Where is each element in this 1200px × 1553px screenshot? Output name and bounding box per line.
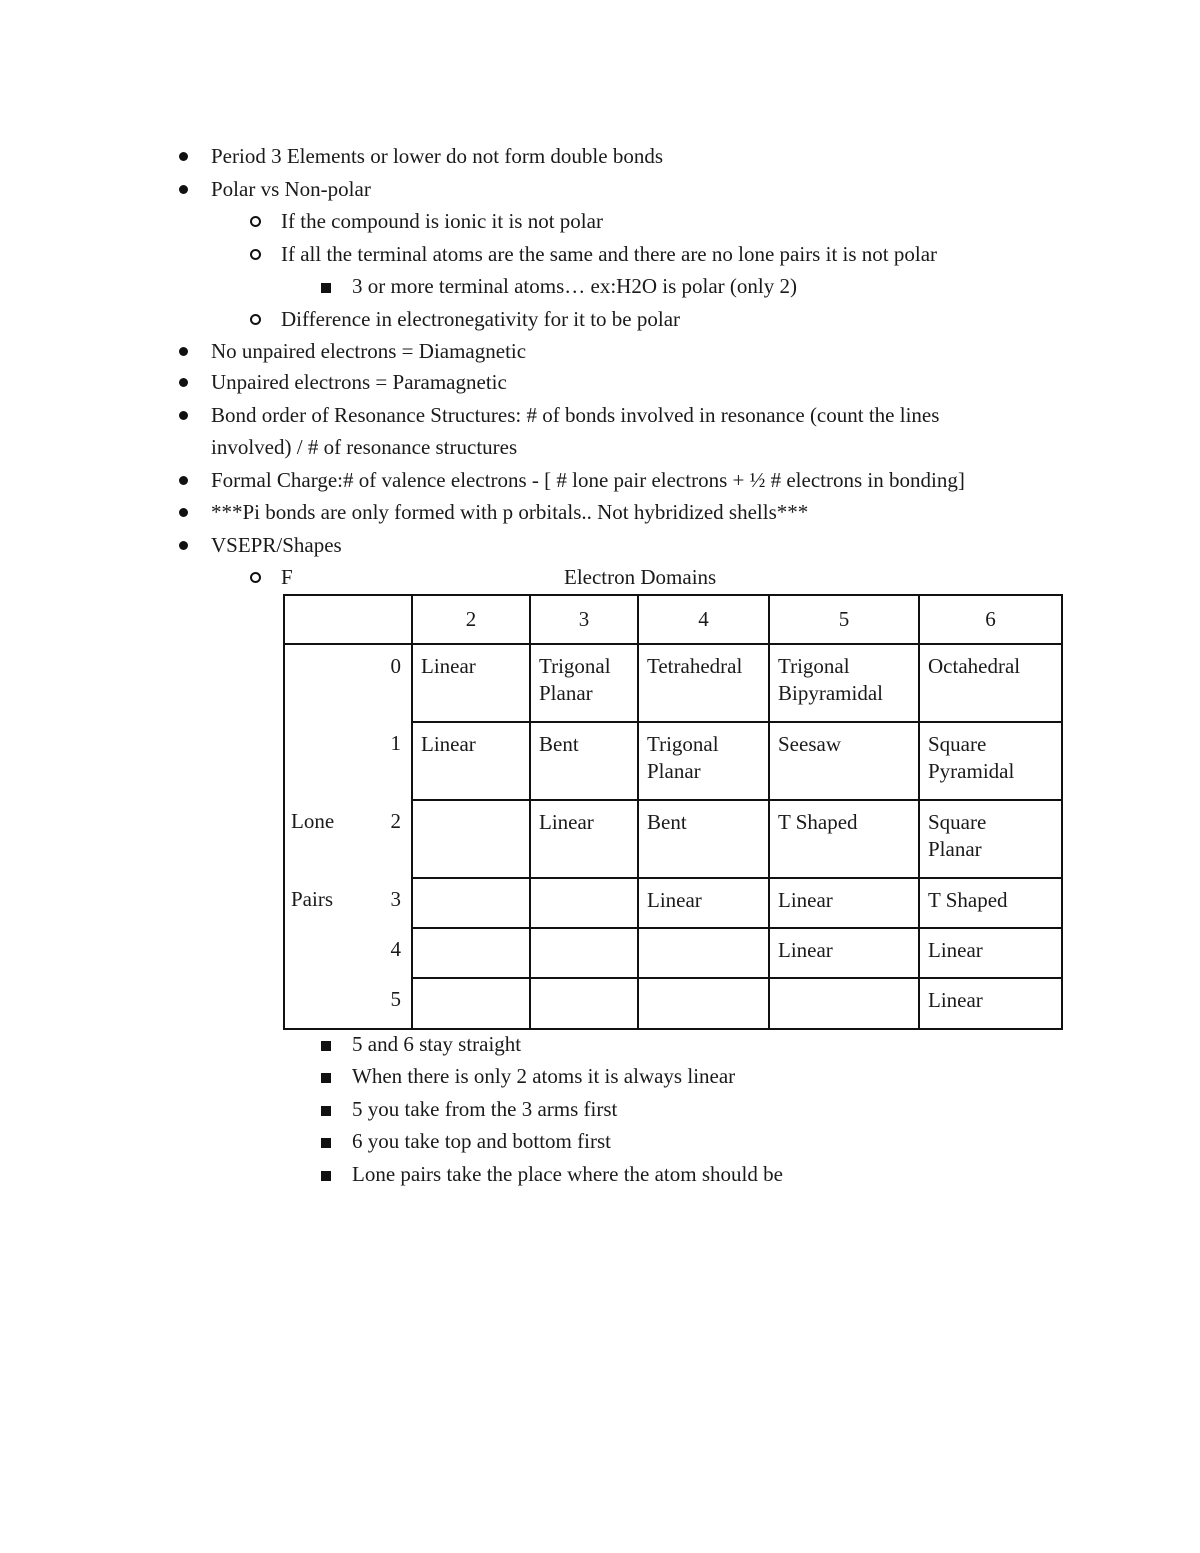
- table-row: [284, 878, 1062, 928]
- note-polar-terminal: If all the terminal atoms are the same and there are no lone pairs it is not polar: [281, 242, 938, 266]
- lone-pair-cell: [284, 800, 412, 878]
- table-cell: [530, 878, 638, 928]
- column-header: 4: [638, 595, 769, 644]
- table-row: [284, 928, 1062, 978]
- shape-name: Seesaw: [778, 732, 841, 756]
- lone-pair-count: 2: [390, 809, 401, 833]
- shape-name: Square: [928, 810, 987, 834]
- table-corner-cell: [284, 595, 412, 644]
- bullet-disc-icon: [179, 541, 188, 550]
- bullet-square-icon: [321, 1138, 331, 1148]
- bullet-circle-icon: [250, 249, 261, 260]
- shape-name: Linear: [928, 988, 983, 1012]
- table-cell: [412, 878, 530, 928]
- table-cell: [919, 644, 1062, 722]
- table-cell: [638, 878, 769, 928]
- table-cell: [412, 800, 530, 878]
- shape-name-cont: Planar: [647, 759, 701, 783]
- table-cell: [638, 978, 769, 1029]
- note-two-atoms-linear: When there is only 2 atoms it is always linear: [352, 1064, 736, 1088]
- note-bond-order-line1: Bond order of Resonance Structures: # of bonds involved in resonance (count the lines: [211, 403, 940, 427]
- shape-name: Trigonal: [539, 654, 611, 678]
- bullet-square-icon: [321, 1073, 331, 1083]
- table-cell: [769, 722, 919, 800]
- shape-name: Linear: [421, 654, 476, 678]
- lone-pair-cell: [284, 978, 412, 1029]
- shape-name: Bent: [647, 810, 687, 834]
- lone-pair-count: 5: [390, 987, 401, 1011]
- shape-name: Linear: [421, 732, 476, 756]
- table-cell: [919, 722, 1062, 800]
- table-cell: [530, 800, 638, 878]
- note-paramagnetic: Unpaired electrons = Paramagnetic: [211, 370, 507, 394]
- table-cell: [412, 722, 530, 800]
- note-polar-electroneg: Difference in electronegativity for it to be polar: [281, 307, 681, 331]
- column-header: 3: [530, 595, 638, 644]
- shape-name: Linear: [647, 888, 702, 912]
- bullet-square-icon: [321, 1171, 331, 1181]
- lone-pairs-label-word1: Lone: [291, 809, 335, 833]
- shape-name-cont: Bipyramidal: [778, 681, 883, 705]
- bullet-disc-icon: [179, 476, 188, 485]
- shape-name: Trigonal: [647, 732, 719, 756]
- table-cell: [769, 644, 919, 722]
- bullet-circle-icon: [250, 216, 261, 227]
- bullet-circle-icon: [250, 572, 261, 583]
- shape-name: Square: [928, 732, 987, 756]
- column-header: 6: [919, 595, 1062, 644]
- table-cell: [638, 800, 769, 878]
- bullet-disc-icon: [179, 185, 188, 194]
- table-cell: [638, 928, 769, 978]
- note-polar-three-terminal: 3 or more terminal atoms… ex:H2O is polar (only 2): [352, 274, 797, 298]
- note-polar-ionic: If the compound is ionic it is not polar: [281, 209, 603, 233]
- table-row: [284, 644, 1062, 722]
- shape-name: Linear: [778, 938, 833, 962]
- note-vsepr-letter: F: [281, 565, 293, 589]
- shape-name: Trigonal: [778, 654, 850, 678]
- lone-pair-cell: [284, 928, 412, 978]
- note-formal-charge: Formal Charge:# of valence electrons - [ # lone pair electrons + ½ # electrons in bonding]: [211, 468, 965, 492]
- note-lone-pairs-place: Lone pairs take the place where the atom should be: [352, 1162, 783, 1186]
- shape-name: Linear: [539, 810, 594, 834]
- table-cell: [919, 928, 1062, 978]
- lone-pair-count: 0: [390, 654, 401, 678]
- shape-name: Linear: [928, 938, 983, 962]
- lone-pair-count: 3: [390, 887, 401, 911]
- table-cell: [769, 928, 919, 978]
- note-bond-order-line2: involved) / # of resonance structures: [211, 435, 518, 459]
- bullet-square-icon: [321, 283, 331, 293]
- bullet-square-icon: [321, 1106, 331, 1116]
- note-vsepr-heading: VSEPR/Shapes: [211, 533, 342, 557]
- shape-name: Octahedral: [928, 654, 1021, 678]
- table-cell: [530, 978, 638, 1029]
- table-cell: [530, 928, 638, 978]
- bullet-disc-icon: [179, 152, 188, 161]
- column-header: 5: [769, 595, 919, 644]
- table-header-row: [284, 595, 1062, 644]
- note-six-top-bottom: 6 you take top and bottom first: [352, 1129, 611, 1153]
- bullet-disc-icon: [179, 508, 188, 517]
- bullet-square-icon: [321, 1041, 331, 1051]
- table-cell: [919, 978, 1062, 1029]
- lone-pair-cell: [284, 644, 412, 722]
- bullet-disc-icon: [179, 411, 188, 420]
- shape-name: Bent: [539, 732, 579, 756]
- table-cell: [412, 978, 530, 1029]
- table-cell: [919, 800, 1062, 878]
- table-cell: [530, 722, 638, 800]
- lone-pair-count: 1: [390, 731, 401, 755]
- note-diamagnetic: No unpaired electrons = Diamagnetic: [211, 339, 527, 363]
- table-cell: [530, 644, 638, 722]
- lone-pair-cell: [284, 878, 412, 928]
- note-stay-straight: 5 and 6 stay straight: [352, 1032, 522, 1056]
- table-cell: [638, 722, 769, 800]
- table-cell: [919, 878, 1062, 928]
- shape-name: T Shaped: [928, 888, 1008, 912]
- table-row: [284, 722, 1062, 800]
- shape-name-cont: Pyramidal: [928, 759, 1015, 783]
- table-cell: [769, 878, 919, 928]
- table-cell: [412, 928, 530, 978]
- lone-pair-cell: [284, 722, 412, 800]
- bullet-disc-icon: [179, 378, 188, 387]
- shape-name-cont: Planar: [539, 681, 593, 705]
- table-row: [284, 978, 1062, 1029]
- table-cell: [412, 644, 530, 722]
- shape-name-cont: Planar: [928, 837, 982, 861]
- bullet-circle-icon: [250, 314, 261, 325]
- shape-name: Linear: [778, 888, 833, 912]
- table-row: [284, 800, 1062, 878]
- note-five-arms: 5 you take from the 3 arms first: [352, 1097, 618, 1121]
- table-cell: [769, 800, 919, 878]
- column-header: 2: [412, 595, 530, 644]
- lone-pair-count: 4: [390, 937, 401, 961]
- note-pi-bonds: ***Pi bonds are only formed with p orbitals.. Not hybridized shells***: [211, 500, 809, 524]
- note-period3: Period 3 Elements or lower do not form double bonds: [211, 144, 664, 168]
- shape-name: T Shaped: [778, 810, 858, 834]
- table-cell: [638, 644, 769, 722]
- bullet-disc-icon: [179, 347, 188, 356]
- vsepr-shapes-table: [283, 594, 1063, 1030]
- note-polar-heading: Polar vs Non-polar: [211, 177, 371, 201]
- table-caption-electron-domains: Electron Domains: [564, 565, 717, 589]
- lone-pairs-label-word2: Pairs: [291, 887, 333, 911]
- shape-name: Tetrahedral: [647, 654, 743, 678]
- table-cell: [769, 978, 919, 1029]
